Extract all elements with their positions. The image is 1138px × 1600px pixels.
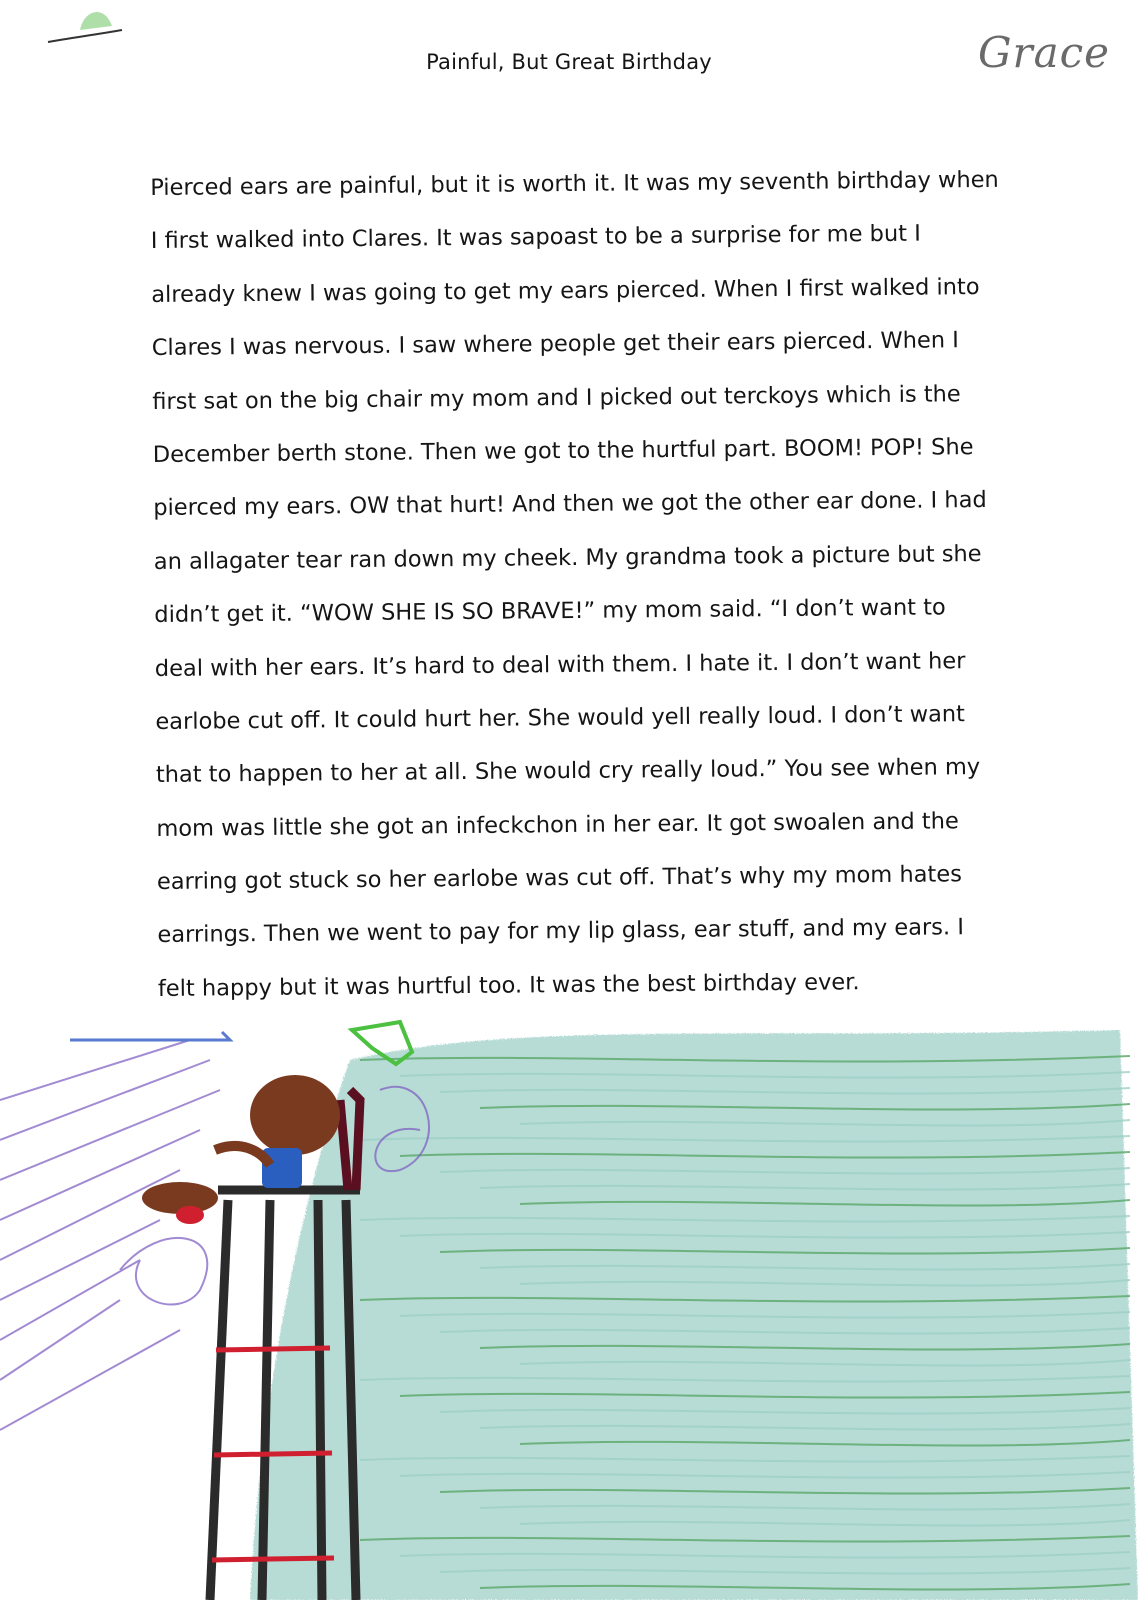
essay-line: first sat on the big chair my mom and I picked out terckoys which is the xyxy=(152,380,961,415)
essay-line: earrings. Then we went to pay for my lip glass, ear stuff, and my ears. I xyxy=(157,914,965,949)
essay-line: felt happy but it was hurtful too. It was the best birthday ever. xyxy=(157,969,860,1002)
essay-line: already knew I was going to get my ears pierced. When I first walked into xyxy=(151,273,980,308)
essay-line: an allagater tear ran down my cheek. My grandma took a picture but she xyxy=(153,540,982,575)
essay-line: December berth stone. Then we got to the hurtful part. BOOM! POP! She xyxy=(152,434,974,468)
essay-body xyxy=(150,153,1098,1016)
blue-line xyxy=(70,1032,230,1040)
essay-line: Pierced ears are painful, but it is worth it. It was my seventh birthday when xyxy=(150,166,999,201)
essay-line: that to happen to her at all. She would cry really loud.” You see when my xyxy=(155,754,981,789)
essay-line: Clares I was nervous. I saw where people get their ears pierced. When I xyxy=(151,327,959,362)
girl-shirt xyxy=(262,1148,302,1188)
girl-shoe xyxy=(176,1206,204,1224)
essay-line: earlobe cut off. It could hurt her. She would yell really loud. I don’t want xyxy=(155,701,966,735)
essay-title: Painful, But Great Birthday xyxy=(426,50,712,74)
essay-line: pierced my ears. OW that hurt! And then we got the other ear done. I had xyxy=(153,487,987,522)
crayon-illustration xyxy=(0,1000,1138,1600)
essay-line: didn’t get it. “WOW SHE IS SO BRAVE!” my mom said. “I don’t want to xyxy=(154,594,946,629)
essay-line: deal with her ears. It’s hard to deal with them. I hate it. I don’t want her xyxy=(154,647,966,682)
essay-line: I first walked into Clares. It was sapoast to be a surprise for me but I xyxy=(150,220,921,255)
girl-hair xyxy=(250,1075,340,1155)
essay-line: earring got stuck so her earlobe was cut off. That’s why my mom hates xyxy=(156,861,962,896)
essay-line: mom was little she got an infeckchon in her ear. It got swoalen and the xyxy=(156,807,959,842)
girl-arm xyxy=(215,1146,270,1165)
author-name: Grace xyxy=(977,28,1110,77)
